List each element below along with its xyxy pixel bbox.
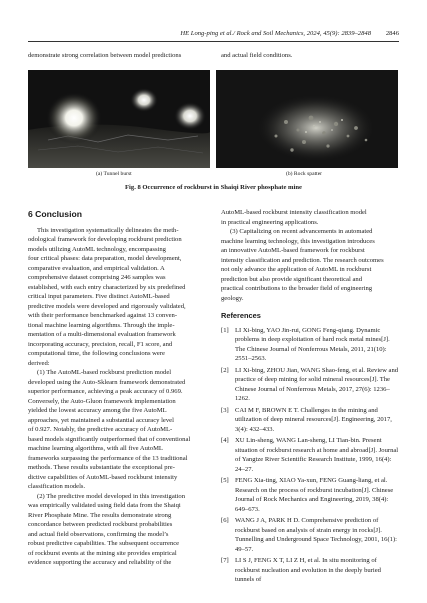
reference-item [221, 326, 399, 364]
text-line: approaches, yet maintained a substantial accuracy level [28, 416, 174, 424]
text-line: prediction but also provide significant theoretical and [221, 275, 362, 283]
text-line: based models significantly outperformed that of conventional [28, 435, 191, 443]
text-line: geology. [221, 294, 244, 302]
reference-item [221, 476, 399, 514]
header-rule [28, 41, 399, 42]
left-column [28, 210, 210, 568]
text-line: with their performance benchmarked against 13 conven- [28, 312, 178, 319]
rock-spatter-photo [216, 70, 398, 168]
text-line: was empirically validated using field data from the Shaiqi [28, 502, 181, 509]
figure-tunnel-burst [28, 70, 210, 168]
text-line: predictive models were developed and rigorously validated, [28, 302, 186, 310]
text-line: evidence supporting the accuracy and reliability of the [28, 559, 172, 566]
figure-caption: Fig. 8 Occurrence of rockburst in Shaiqi River phosphate mine [125, 184, 302, 191]
text-line: computational time, the following conclusions were [28, 350, 165, 357]
reference-item [221, 406, 399, 435]
text-line: of rockburst events at the mining site provides empirical [28, 549, 177, 557]
reference-item [221, 366, 399, 404]
text-line: robust predictive capabilities. The subsequent occurrence [28, 540, 180, 547]
text-line: intensity classification and prediction. The research outcomes [221, 256, 384, 264]
text-line: Conversely, the Auto-Gluon framework implementation [28, 397, 176, 405]
section-heading: 6 Conclusion [28, 209, 82, 219]
text-line: not only advance the application of AutoML in rockburst [221, 266, 372, 273]
right-column [221, 208, 399, 587]
text-line: comprehensive dataset comprising 246 samples was [28, 274, 166, 281]
text-line: derived: [28, 359, 50, 367]
text-line: four critical phases: data preparation, model development, [28, 255, 182, 262]
carryover-text-left: demonstrate strong correlation between model predictions [28, 52, 182, 59]
reference-text: LI Xi-bing, YAO Jin-rui, GONG Feng-qiang. Dynamic problems in deep exploitation of hard rock metal mines[J]. The Chinese Journal of Nonferrous Metals, 2011, 21(10): 2551–2563. [235, 326, 390, 362]
text-line: practical contributions to the broader field of engineering [221, 285, 373, 292]
reference-number: [5] [221, 477, 229, 484]
text-line: developed using the Auto-Sklearn framework demonstrated [28, 378, 186, 386]
text-line: dictive capabilities of AutoML-based rockburst intensity [28, 473, 178, 481]
reference-text: CAI M F, BROWN E T. Challenges in the mining and utilization of deep mineral resources[J]. Engineering, 2017, 3(4): 432–433. [235, 406, 392, 433]
reference-number: [1] [221, 326, 229, 334]
text-line: River Phosphate Mine. The results demonstrate strong [28, 511, 172, 519]
reference-text: LI Xi-bing, ZHOU Jian, WANG Shao-feng, et al. Review and practice of deep mining for solid mineral resources[J]. The Chinese Journal of Nonferrous Metals, 2017, 27(6): 1236–1262. [235, 366, 399, 402]
text-line: an innovative AutoML-based framework for rockburst [221, 247, 365, 254]
references-heading: References [221, 311, 261, 320]
text-line: superior performance, achieving a peak accuracy of 0.969. [28, 388, 183, 395]
text-line: frameworks surpassing the performance of the 13 traditional [28, 454, 188, 462]
text-line: machine learning algorithms, with all five AutoML [28, 445, 163, 452]
figure-rock-spatter [216, 70, 398, 168]
reference-number: [7] [221, 557, 229, 564]
tunnel-burst-photo [28, 70, 210, 168]
reference-item [221, 556, 399, 585]
text-line: in practical engineering applications. [221, 218, 319, 226]
text-line: methods. These results substantiate the exceptional pre- [28, 464, 175, 471]
text-line: concordance between predicted rockburst probabilities [28, 521, 173, 528]
reference-text: LI S J, FENG X T, LI Z H, et al. In situ monitoring of rockburst nucleation and evolution in the deeply buried tunnels of [235, 557, 381, 583]
text-line: This investigation systematically delineates the meth- [37, 226, 179, 234]
text-line: machine learning technology, this investigation introduces [221, 237, 375, 245]
text-line: and actual field observations, confirming the model’s [28, 530, 169, 538]
running-title: HE Long-ping et al./ Rock and Soil Mechanics, 2024, 45(9): 2839–2848 [180, 30, 371, 37]
text-line: classification models. [28, 483, 86, 490]
reference-item [221, 516, 399, 554]
text-line: tional machine learning algorithms. Through the imple- [28, 321, 175, 329]
text-line: critical input parameters. Five distinct AutoML-based [28, 293, 170, 300]
text-line: mentation of a multi-dimensional evaluation framework [28, 331, 176, 338]
text-line: odological framework for developing rockburst prediction [28, 236, 182, 243]
reference-text: FENG Xia-ting, XIAO Ya-xun, FENG Guang-liang, et al. Research on the process of rockburst incubation[J]. Chinese Journal of Rock Mechanics and Engineering, 2019, 38(4): 649–673. [235, 477, 394, 513]
carryover-text-right: and actual field conditions. [221, 52, 293, 59]
subcaption-a: (a) Tunnel burst [96, 171, 132, 177]
reference-number: [4] [221, 437, 229, 444]
reference-number: [2] [221, 366, 229, 374]
text-line: of 0.927. Notably, the predictive accuracy of AutoML- [28, 426, 173, 433]
text-line: yielded the lowest accuracy among the five AutoML [28, 407, 167, 414]
text-line: AutoML-based rockburst intensity classification model [221, 209, 367, 216]
reference-number: [6] [221, 517, 229, 524]
reference-item [221, 436, 399, 474]
text-line: comparative evaluation, and empirical validation. A [28, 264, 165, 272]
reference-number: [3] [221, 406, 229, 414]
reference-text: XU Lin-sheng, WANG Lan-sheng, LI Tian-bin. Present situation of rockburst research at home and abroad[J]. Journal of Yangtze River Scientific Research Institute, 1999, 16(4): 24–27. [235, 437, 399, 473]
text-line: (2) The predictive model developed in this investigation [37, 492, 186, 500]
page-number: 2846 [385, 30, 399, 37]
text-line: incorporating accuracy, precision, recall, F1 score, and [28, 340, 173, 348]
reference-text: WANG J A, PARK H D. Comprehensive prediction of rockburst based on analysis of strain energy in rocks[J]. Tunnelling and Underground Space Technology, 2001, 16(1): 49–57. [235, 517, 397, 553]
subcaption-b: (b) Rock spatter [286, 171, 323, 177]
text-line: models utilizing AutoML technology, encompassing [28, 245, 166, 253]
text-line: (1) The AutoML-based rockburst prediction model [37, 369, 172, 376]
text-line: established, with each entry characterized by six predefined [28, 283, 186, 291]
text-line: (3) Capitalizing on recent advancements in automated [230, 228, 373, 235]
